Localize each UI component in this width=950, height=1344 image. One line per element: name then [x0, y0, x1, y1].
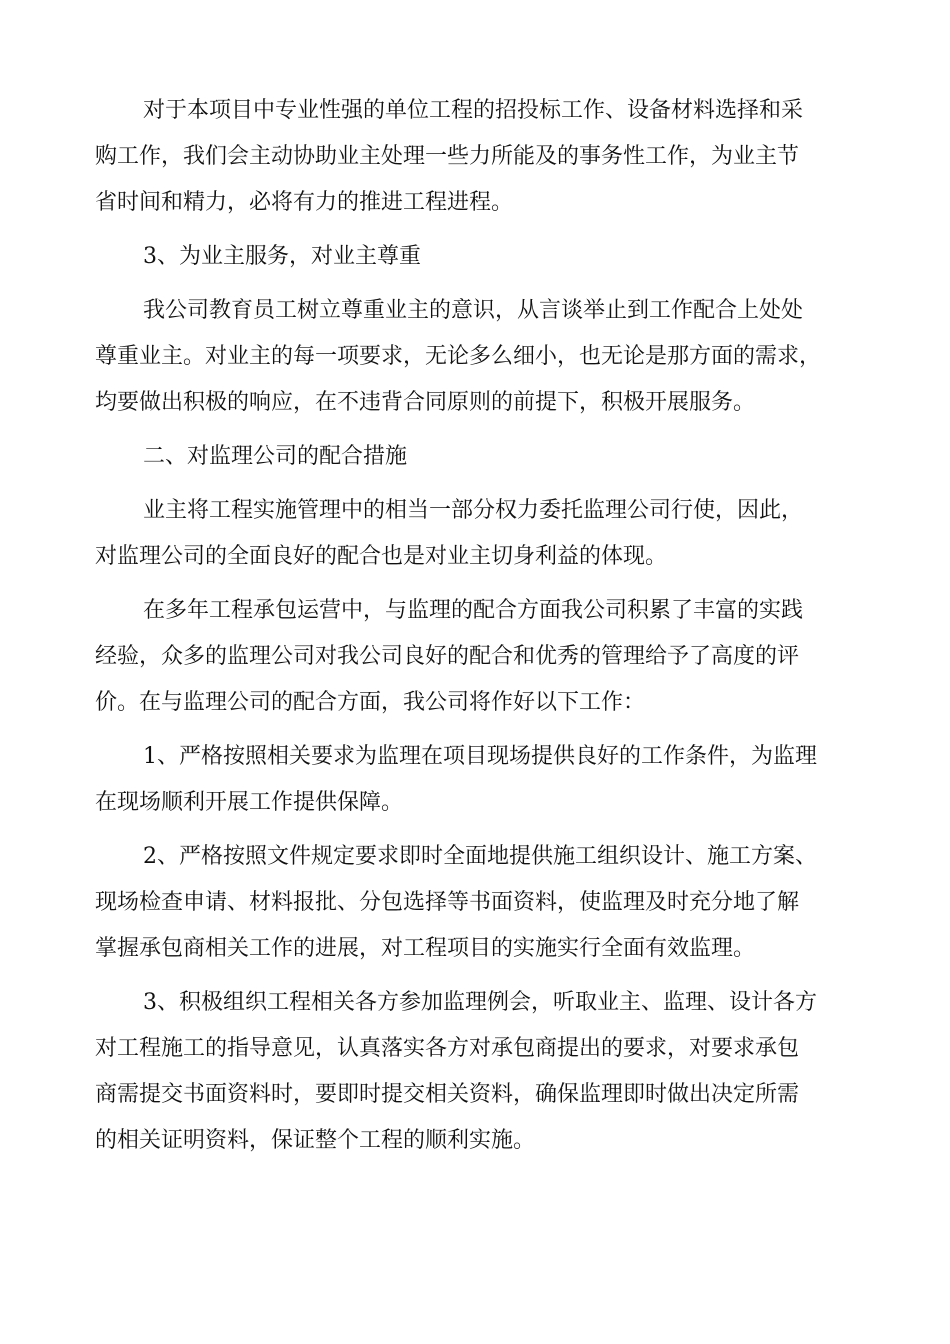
paragraph-line: 现场检查申请、材料报批、分包选择等书面资料，使监理及时充分地了解 — [95, 890, 800, 915]
document-body — [95, 88, 865, 1164]
paragraph-line: 的相关证明资料，保证整个工程的顺利实施。 — [95, 1128, 536, 1153]
paragraph-line: 尊重业主。对业主的每一项要求，无论多么细小，也无论是那方面的需求， — [95, 344, 822, 369]
section-heading-serve-owner — [95, 234, 865, 280]
paragraph-line: 在现场顺利开展工作提供保障。 — [95, 790, 404, 815]
paragraph-5 — [95, 488, 865, 580]
heading-text: 3、为业主服务，对业主尊重 — [143, 244, 421, 269]
paragraph-line: 经验，众多的监理公司对我公司良好的配合和优秀的管理给予了高度的评 — [95, 644, 800, 669]
paragraph-line: 购工作，我们会主动协助业主处理一些力所能及的事务性工作，为业主节 — [95, 144, 800, 169]
paragraph-line: 3、积极组织工程相关各方参加监理例会，听取业主、监理、设计各方 — [143, 990, 817, 1015]
paragraph-line: 价。在与监理公司的配合方面，我公司将作好以下工作： — [95, 690, 646, 715]
paragraph-line: 均要做出积极的响应，在不违背合同原则的前提下，积极开展服务。 — [95, 390, 756, 415]
paragraph-3 — [95, 288, 865, 426]
list-item-2 — [95, 834, 865, 972]
paragraph-line: 2、严格按照文件规定要求即时全面地提供施工组织设计、施工方案、 — [143, 844, 817, 869]
paragraph-1 — [95, 88, 865, 226]
list-item-3 — [95, 980, 865, 1164]
paragraph-line: 省时间和精力，必将有力的推进工程进程。 — [95, 190, 514, 215]
paragraph-line: 对工程施工的指导意见，认真落实各方对承包商提出的要求，对要求承包 — [95, 1036, 800, 1061]
section-heading-supervision — [95, 434, 865, 480]
paragraph-line: 对监理公司的全面良好的配合也是对业主切身利益的体现。 — [95, 544, 668, 569]
paragraph-line: 业主将工程实施管理中的相当一部分权力委托监理公司行使，因此， — [143, 498, 804, 523]
heading-text: 二、对监理公司的配合措施 — [143, 444, 408, 469]
list-item-1 — [95, 734, 865, 826]
paragraph-line: 1、严格按照相关要求为监理在项目现场提供良好的工作条件，为监理 — [143, 744, 817, 769]
paragraph-line: 在多年工程承包运营中，与监理的配合方面我公司积累了丰富的实践 — [143, 598, 804, 623]
paragraph-6 — [95, 588, 865, 726]
paragraph-line: 掌握承包商相关工作的进展，对工程项目的实施实行全面有效监理。 — [95, 936, 756, 961]
paragraph-line: 对于本项目中专业性强的单位工程的招投标工作、设备材料选择和采 — [143, 98, 804, 123]
paragraph-line: 我公司教育员工树立尊重业主的意识，从言谈举止到工作配合上处处 — [143, 298, 804, 323]
paragraph-line: 商需提交书面资料时，要即时提交相关资料，确保监理即时做出决定所需 — [95, 1082, 800, 1107]
